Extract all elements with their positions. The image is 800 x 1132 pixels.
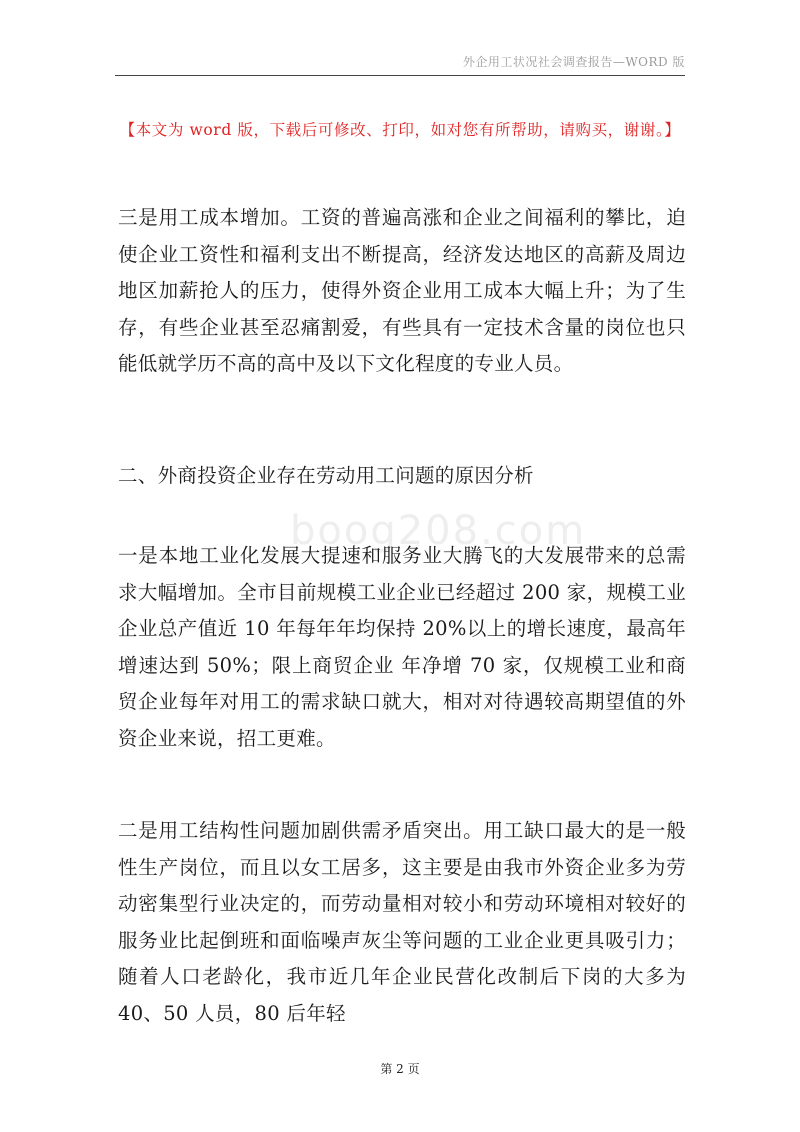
purchase-notice: 【本文为 word 版，下载后可修改、打印，如对您有所帮助，请购买，谢谢。】	[119, 121, 681, 139]
header-divider	[115, 75, 685, 76]
page-number: 第 2 页	[380, 1062, 420, 1076]
section-heading: 二、外商投资企业存在劳动用工问题的原因分析	[118, 464, 534, 487]
paragraph-demand-increase: 一是本地工业化发展大提速和服务业大腾飞的大发展带来的总需求大幅增加。全市目前规模工业企业已经超过 200 家，规模工业企业总产值近 10 年每年年均保持 20%以上的增长速度，最高年增速达到 50%；限上商贸企业 年净增 70 家，仅规模工业和商贸企业每年对用工的需求缺口就大，相对对待遇较高期望值的外资企业来说，招工更难。	[118, 544, 686, 750]
paragraph-labor-cost: 三是用工成本增加。工资的普遍高涨和企业之间福利的攀比，迫使企业工资性和福利支出不断提高，经济发达地区的高薪及周边地区加薪抢人的压力，使得外资企业用工成本大幅上升；为了生存，有些企业甚至忍痛割爱，有些具有一定技术含量的岗位也只能低就学历不高的高中及以下文化程度的专业人员。	[118, 206, 686, 375]
running-header-title: 外企用工状况社会调查报告—WORD 版	[462, 55, 685, 69]
watermark-text: boog208.com	[290, 508, 587, 554]
paragraph-structural-issue: 二是用工结构性问题加剧供需矛盾突出。用工缺口最大的是一般性生产岗位，而且以女工居多，这主要是由我市外资企业多为劳动密集型行业决定的，而劳动量相对较小和劳动环境相对较好的服务业比起倒班和面临噪声灰尘等问题的工业企业更具吸引力；随着人口老龄化，我市近几年企业民营化改制后下岗的大多为 40、50 人员，80 后年轻	[118, 819, 686, 1025]
